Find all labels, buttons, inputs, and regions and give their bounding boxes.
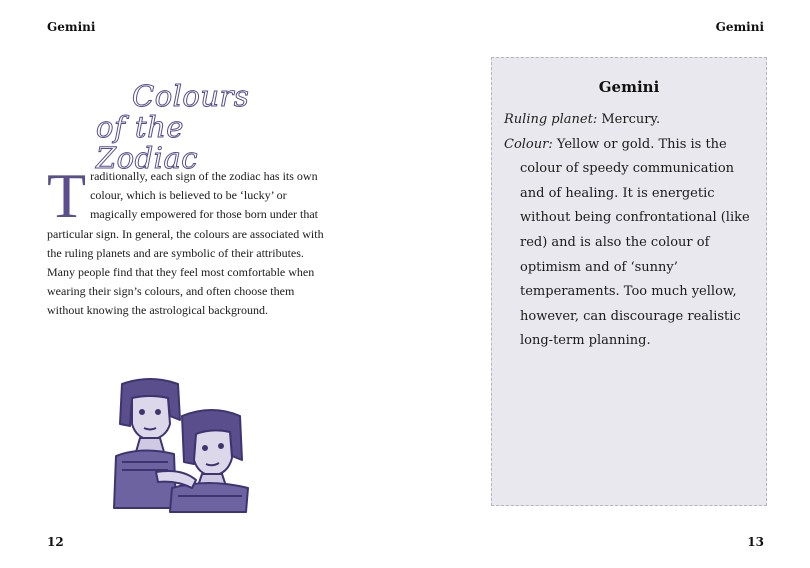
colour-line	[504, 133, 762, 354]
sign-info-heading: Gemini	[598, 78, 660, 96]
right-page	[405, 0, 810, 568]
running-head-left: Gemini	[47, 20, 96, 34]
chapter-title-line1: Colours	[132, 79, 250, 114]
page-number-left: 12	[47, 535, 64, 549]
intro-paragraph	[47, 160, 329, 321]
ruling-planet-value: Mercury.	[601, 112, 661, 127]
ruling-planet-label: Ruling planet:	[504, 112, 598, 127]
colour-first-line: Yellow or gold. This is the	[556, 136, 727, 152]
chapter-title	[90, 81, 290, 174]
drop-cap: T	[47, 160, 87, 231]
page-number-right: 13	[747, 535, 764, 549]
chapter-title-line2: of the Zodiac	[96, 110, 198, 176]
ruling-planet-line	[504, 108, 762, 133]
running-head-right: Gemini	[715, 20, 764, 34]
sign-info-box	[491, 57, 767, 506]
intro-paragraph-text: raditionally, each sign of the zodiac has its own colour, which is believed to be ‘lucky’ or magically empowered for those born under that particular sign. In general, the colours are associated with the ruling planets and are symbolic of their attributes. Many people find that they feel most comfortable when wearing their sign’s colours, and often choose them without knowing the astrological background.	[47, 169, 324, 318]
gemini-twins-illustration	[112, 376, 252, 514]
colour-description: colour of speedy communication and of healing. It is energetic without being confrontational (like red) and is also the colour of optimism and of ‘sunny’ temperaments. Too much yellow, however, can discourage realistic long-term planning.	[520, 161, 750, 349]
colour-label: Colour:	[504, 136, 553, 152]
sign-info-body	[504, 108, 762, 354]
